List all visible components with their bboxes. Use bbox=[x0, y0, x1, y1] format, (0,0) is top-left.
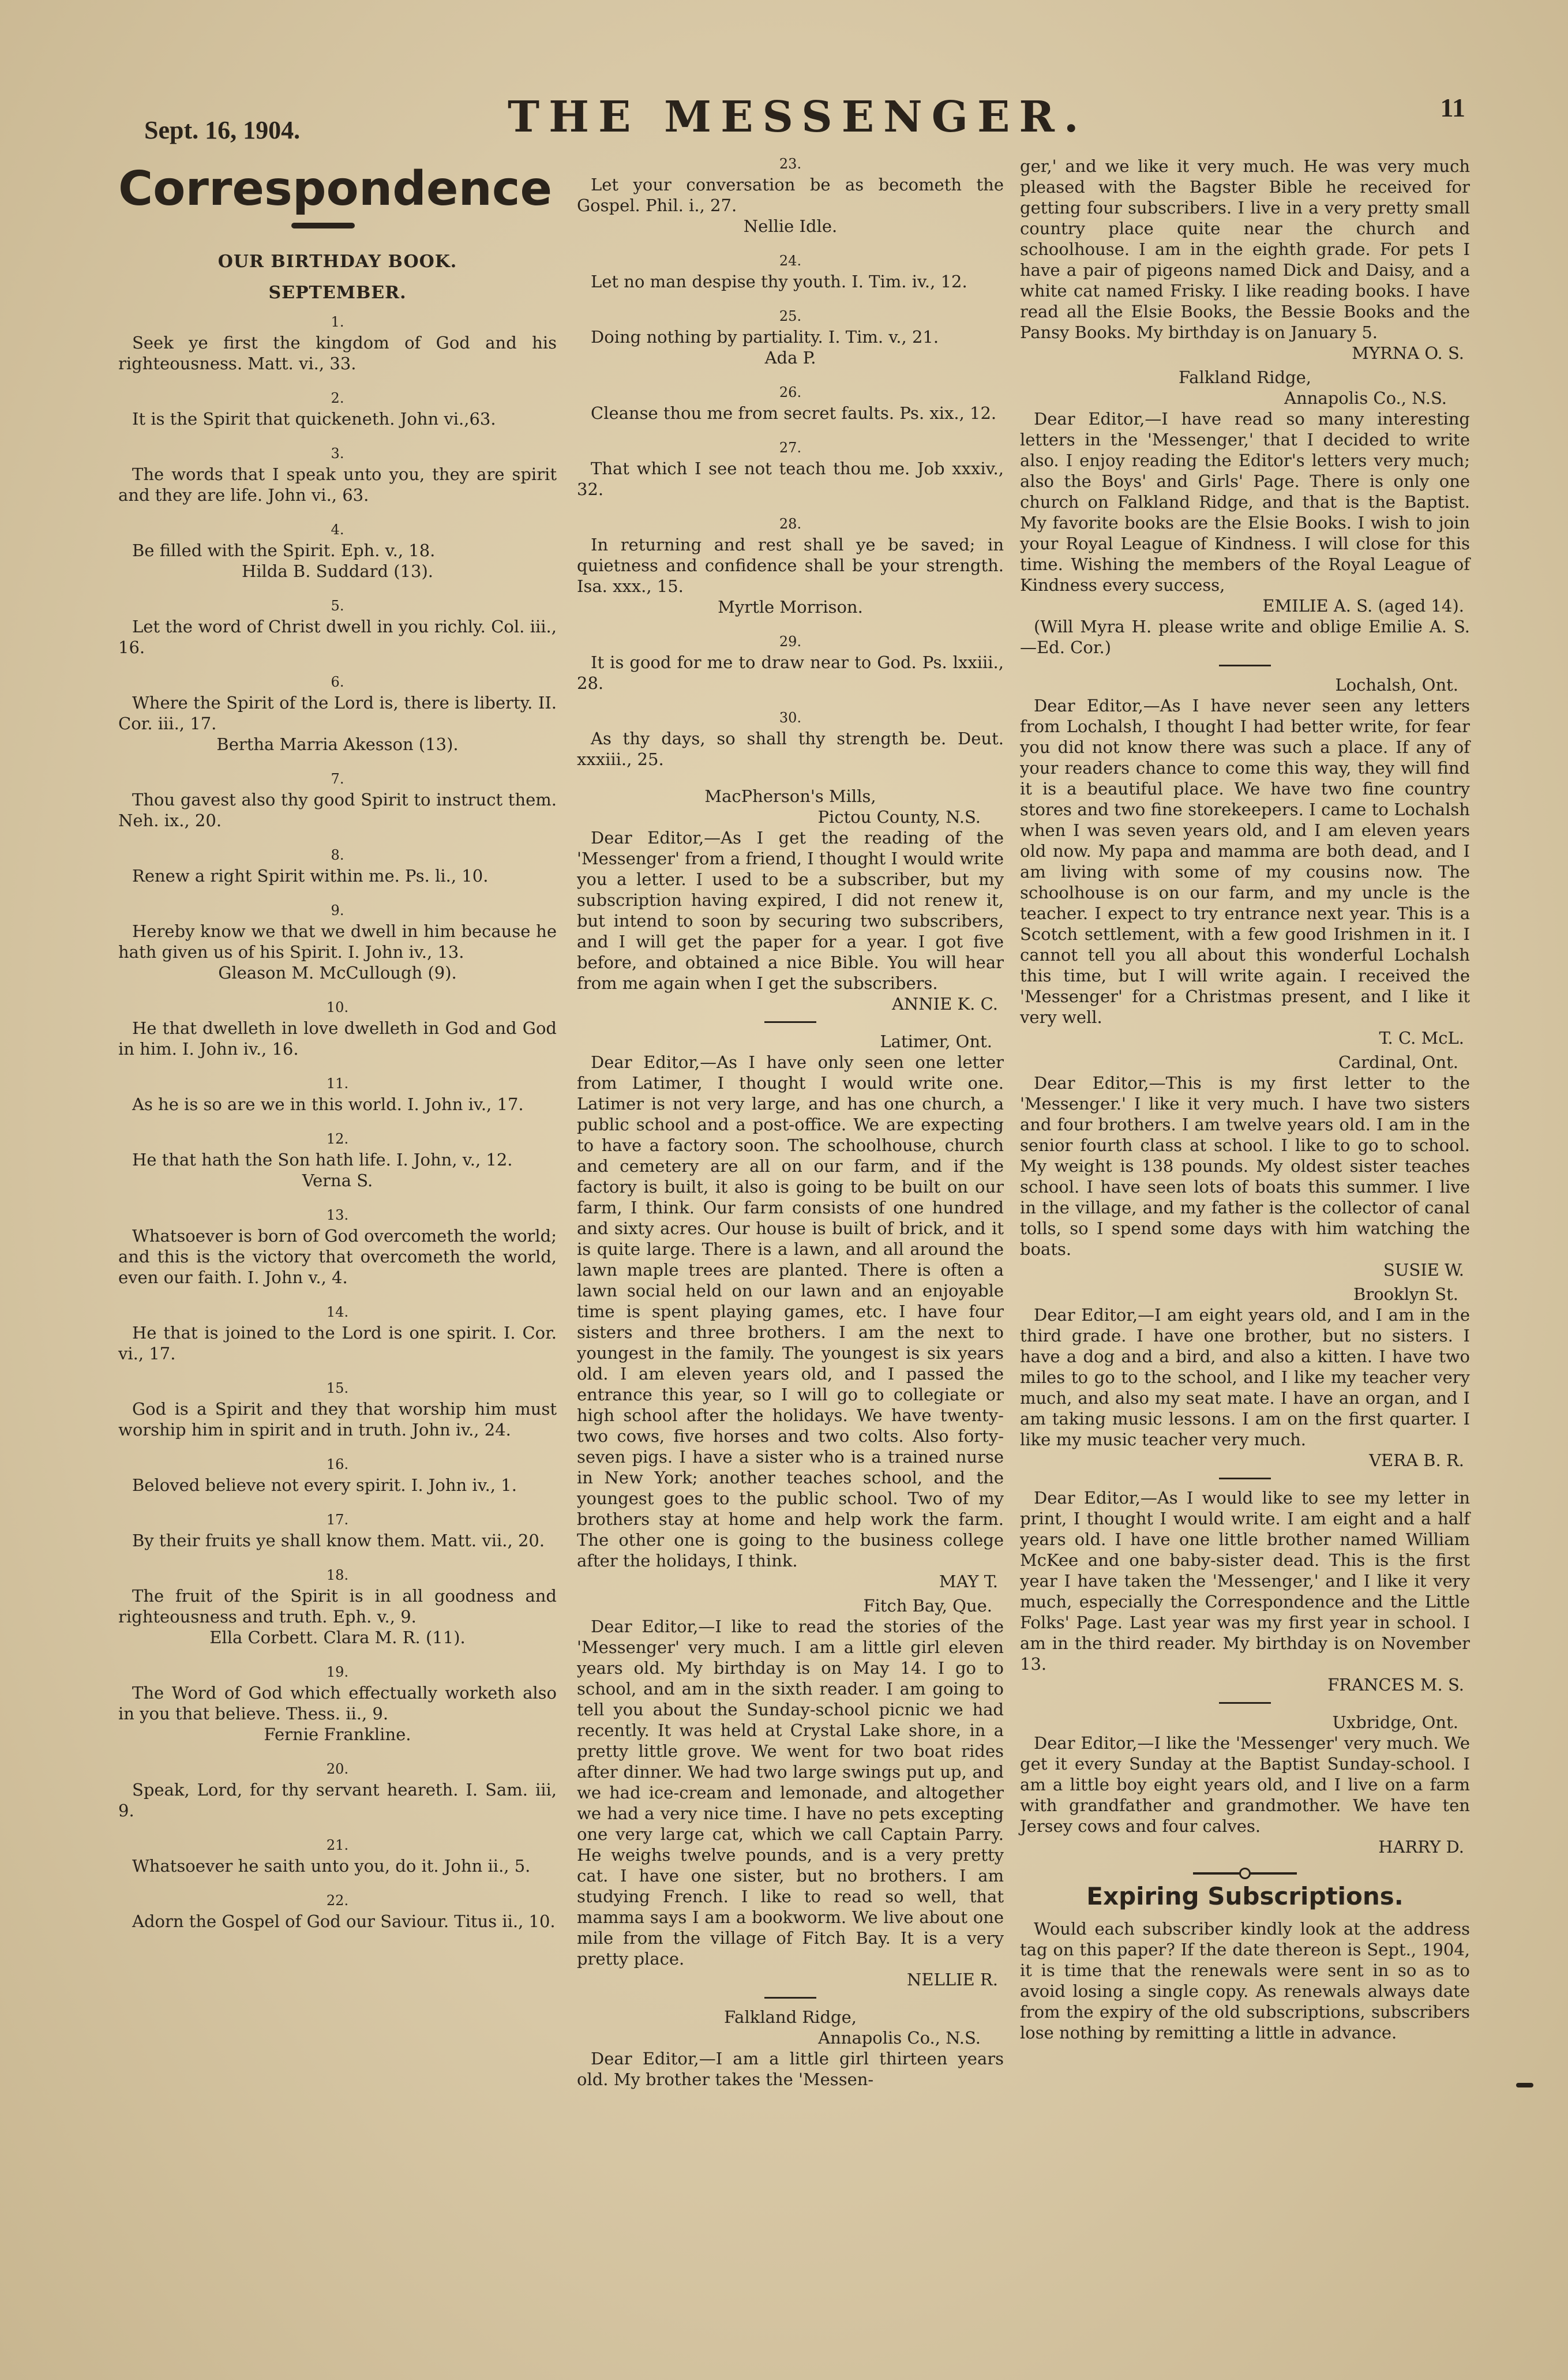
verse-entry bbox=[118, 1567, 557, 1648]
verse-day-number: 25. bbox=[779, 308, 802, 324]
letter-signature: MYRNA O. S. bbox=[1352, 343, 1464, 363]
verse-entry bbox=[118, 674, 557, 755]
verse-day-number: 26. bbox=[779, 384, 802, 400]
contributor-name: Fernie Frankline. bbox=[264, 1725, 411, 1744]
column-1 bbox=[118, 156, 557, 1948]
verse-entry bbox=[118, 1075, 557, 1115]
contributor-name: Bertha Marria Akesson (13). bbox=[216, 734, 459, 754]
verse-entry bbox=[577, 710, 1004, 770]
verse-entry bbox=[118, 771, 557, 831]
letter-body: Dear Editor,—As I have only seen one letter from Latimer, I thought I would write one. Latimer is not very large, and has one church, a public school and a post-office. We are expecting to have a factory soon. The schoolhouse, church and cemetery are all on our farm, and if the factory is built, it also is going to be built on our farm, I think. Our farm consists of one hundred and sixty acres. Our house is built of brick, and it is quite large. There is a lawn, and all around the lawn maple trees are planted. There is often a lawn social held on our lawn and an enjoyable time is spent playing games, etc. I have four sisters and three brothers. I am the next to youngest in the family. The youngest is six years old. I am eleven years old, and I passed the entrance this year, so I will go to collegiate or high school after the holidays. We have twenty-two cows, five horses and two colts. Also forty-seven pigs. I have a sister who is a trained nurse in New York; another teaches school, and the youngest goes to the public school. Two of my brothers stay at home and help work the farm. The other one is going to the business college after the holidays, I think. bbox=[577, 1052, 1004, 1571]
verse-text: Thou gavest also thy good Spirit to instruct them. Neh. ix., 20. bbox=[118, 790, 557, 830]
divider bbox=[1219, 1702, 1271, 1704]
letter-vera bbox=[1020, 1284, 1470, 1471]
verse-day-number: 10. bbox=[326, 999, 349, 1015]
page-number: 11 bbox=[1440, 93, 1465, 122]
verse-list bbox=[577, 156, 1004, 770]
issue-date: Sept. 16, 1904. bbox=[144, 116, 301, 144]
verse-day-number: 4. bbox=[331, 522, 344, 538]
verse-entry bbox=[118, 1892, 557, 1932]
letter-emilie bbox=[1020, 367, 1470, 658]
verse-text: As thy days, so shall thy strength be. Deut. xxxiii., 25. bbox=[577, 729, 1004, 769]
contributor-name: Hilda B. Suddard (13). bbox=[241, 561, 433, 581]
verse-day-number: 18. bbox=[326, 1567, 349, 1583]
verse-day-number: 23. bbox=[779, 156, 802, 172]
verse-day-number: 12. bbox=[326, 1131, 349, 1147]
divider bbox=[764, 1997, 816, 1999]
verse-text: Speak, Lord, for thy servant heareth. I. Sam. iii, 9. bbox=[118, 1780, 557, 1820]
letter-place: Uxbridge, Ont. bbox=[1332, 1712, 1458, 1732]
verse-entry bbox=[577, 156, 1004, 237]
letter-place: Fitch Bay, Que. bbox=[863, 1596, 992, 1616]
letter-place: Latimer, Ont. bbox=[880, 1032, 992, 1051]
letter-place: Cardinal, Ont. bbox=[1338, 1052, 1458, 1072]
letter-signature: EMILIE A. S. (aged 14). bbox=[1262, 596, 1464, 616]
letter-body: Dear Editor,—This is my first letter to the 'Messenger.' I like it very much. I have two sisters and four brothers. I am twelve years old. I am in the senior fourth class at school. I like to go to school. My weight is 138 pounds. My oldest sister teaches school. I have seen lots of boats this summer. I live in the village, and my father is the collector of canal tolls, so I spend some days with him watching the boats. bbox=[1020, 1073, 1470, 1259]
verse-text: Let the word of Christ dwell in you richly. Col. iii., 16. bbox=[118, 617, 557, 657]
contributor-name: Ada P. bbox=[764, 348, 816, 368]
verse-text: In returning and rest shall ye be saved; in quietness and confidence shall be your strength. Isa. xxx., 15. bbox=[577, 535, 1004, 596]
letter-place: Falkland Ridge, bbox=[1179, 368, 1311, 387]
expiring-title: Expiring Subscriptions. bbox=[1086, 1882, 1404, 1910]
verse-entry bbox=[577, 440, 1004, 500]
verse-day-number: 20. bbox=[326, 1761, 349, 1777]
verse-day-number: 7. bbox=[331, 771, 344, 787]
letter-signature: SUSIE W. bbox=[1383, 1260, 1464, 1280]
verse-entry bbox=[577, 634, 1004, 694]
letter-body: Dear Editor,—I am eight years old, and I am in the third grade. I have one brother, but no sisters. I have a dog and a bird, and also a kitten. I have two miles to go to the school, and I like my teacher very much, and also my seat mate. I have an organ, and I am taking music lessons. I am on the first quarter. I like my music teacher very much. bbox=[1020, 1305, 1470, 1449]
letter-signature: FRANCES M. S. bbox=[1327, 1675, 1464, 1695]
letter-harry bbox=[1020, 1712, 1470, 1857]
verse-day-number: 6. bbox=[331, 674, 344, 690]
verse-text: That which I see not teach thou me. Job xxxiv., 32. bbox=[577, 459, 1004, 499]
verse-day-number: 14. bbox=[326, 1304, 349, 1320]
verse-entry bbox=[118, 1131, 557, 1191]
verse-entry bbox=[577, 253, 1004, 292]
verse-day-number: 11. bbox=[326, 1075, 349, 1092]
verse-entry bbox=[577, 308, 1004, 368]
verse-day-number: 5. bbox=[331, 598, 344, 614]
verse-day-number: 16. bbox=[326, 1456, 349, 1472]
letter-body: Dear Editor,—I am a little girl thirteen years old. My brother takes the 'Messen- bbox=[577, 2049, 1004, 2089]
verse-day-number: 21. bbox=[326, 1837, 349, 1853]
verse-text: He that is joined to the Lord is one spirit. I. Cor. vi., 17. bbox=[118, 1323, 557, 1363]
verse-day-number: 9. bbox=[331, 902, 344, 919]
letter-body: Dear Editor,—I have read so many interesting letters in the 'Messenger,' that I decided to write also. I enjoy reading the Editor's letters very much; also the Boys' and Girls' Page. There is only one church on Falkland Ridge, and that is the Baptist. My favorite books are the Elsie Books. I wish to join your Royal League of Kindness. I will close for this time. Wishing the members of the Royal League of Kindness every success, bbox=[1020, 409, 1470, 595]
letter-place-sub: Pictou County, N.S. bbox=[817, 807, 981, 827]
verse-text: Beloved believe not every spirit. I. John iv., 1. bbox=[132, 1475, 517, 1495]
verse-entry bbox=[118, 1207, 557, 1288]
verse-text: He that hath the Son hath life. I. John, v., 12. bbox=[132, 1150, 513, 1170]
section-ornament bbox=[1193, 1872, 1297, 1875]
verse-text: It is good for me to draw near to God. Ps. lxxiii., 28. bbox=[577, 653, 1004, 693]
verse-text: Cleanse thou me from secret faults. Ps. xix., 12. bbox=[591, 403, 997, 423]
verse-text: Doing nothing by partiality. I. Tim. v., 21. bbox=[591, 327, 939, 347]
letter-signature: ANNIE K. C. bbox=[891, 994, 998, 1014]
letter-annie bbox=[577, 786, 1004, 1014]
column-2 bbox=[577, 156, 1004, 2093]
verse-entry bbox=[118, 598, 557, 658]
verse-text: He that dwelleth in love dwelleth in God and God in him. I. John iv., 16. bbox=[118, 1018, 557, 1059]
verse-entry bbox=[118, 1664, 557, 1745]
verse-text: Whatsoever is born of God overcometh the world; and this is the victory that overcometh the world, even our faith. I. John v., 4. bbox=[118, 1226, 557, 1287]
verse-entry bbox=[118, 1304, 557, 1364]
letter-myrna-cont bbox=[1020, 156, 1470, 363]
contributor-name: Nellie Idle. bbox=[743, 216, 838, 236]
contributor-name: Ella Corbett. Clara M. R. (11). bbox=[209, 1628, 466, 1647]
verse-entry bbox=[118, 1380, 557, 1440]
verse-entry bbox=[118, 1761, 557, 1821]
verse-text: Be filled with the Spirit. Eph. v., 18. bbox=[132, 541, 436, 560]
verse-day-number: 3. bbox=[331, 445, 344, 462]
verse-text: Hereby know we that we dwell in him because he hath given us of his Spirit. I. John iv., 13. bbox=[118, 921, 557, 962]
letter-body: ger,' and we like it very much. He was very much pleased with the Bagster Bible he received for getting four subscribers. I live in a very pretty small country place quite near the church and schoolhouse. I am in the eighth grade. For pets I have a pair of pigeons named Dick and Daisy, and a white cat named Frisky. I like reading books. I have read all the Elsie Books, the Bessie Books and the Pansy Books. My birthday is on January 5. bbox=[1020, 156, 1470, 342]
verse-day-number: 19. bbox=[326, 1664, 349, 1680]
letter-tc bbox=[1020, 674, 1470, 1048]
verse-text: The Word of God which effectually worketh also in you that believe. Thess. ii., 9. bbox=[118, 1683, 557, 1723]
letter-signature: NELLIE R. bbox=[907, 1970, 998, 1989]
verse-day-number: 2. bbox=[331, 390, 344, 406]
verse-text: Renew a right Spirit within me. Ps. li., 10. bbox=[132, 866, 489, 886]
verse-text: Let no man despise thy youth. I. Tim. iv., 12. bbox=[591, 272, 967, 291]
verse-entry bbox=[118, 314, 557, 374]
letter-signature: T. C. McL. bbox=[1379, 1028, 1464, 1048]
verse-text: Where the Spirit of the Lord is, there is liberty. II. Cor. iii., 17. bbox=[118, 693, 557, 733]
verse-entry bbox=[118, 390, 557, 429]
letter-place-sub: Annapolis Co., N.S. bbox=[1284, 388, 1447, 408]
verse-list bbox=[118, 314, 557, 1932]
letter-body: Dear Editor,—As I have never seen any letters from Lochalsh, I thought I had better write, for fear you did not know there was such a place. If any of your readers chance to come this way, they will find it is a beautiful place. We have two fine country stores and two fine storekeepers. I came to Lochalsh when I was seven years old, and I am eleven years old now. My papa and mamma are both dead, and I am living with some of my cousins now. The schoolhouse is on our farm, and my uncle is the teacher. I expect to try entrance next year. This is a Scotch settlement, with a few good Irishmen in it. I cannot tell you all about this wonderful Lochalsh this time, but I will write again. I received the 'Messenger' for a Christmas present, and I like it very well. bbox=[1020, 696, 1470, 1027]
verse-text: Adorn the Gospel of God our Saviour. Titus ii., 10. bbox=[132, 1912, 556, 1931]
letter-place: Falkland Ridge, bbox=[724, 2007, 857, 2027]
verse-entry bbox=[577, 516, 1004, 617]
verse-day-number: 1. bbox=[331, 314, 344, 330]
verse-text: As he is so are we in this world. I. John iv., 17. bbox=[132, 1095, 524, 1114]
verse-entry bbox=[577, 384, 1004, 423]
verse-day-number: 28. bbox=[779, 516, 802, 532]
verse-entry bbox=[118, 1512, 557, 1551]
month-heading: SEPTEMBER. bbox=[268, 283, 407, 303]
verse-entry bbox=[118, 999, 557, 1059]
verse-day-number: 15. bbox=[326, 1380, 349, 1396]
verse-day-number: 30. bbox=[779, 710, 802, 726]
verse-day-number: 24. bbox=[779, 253, 802, 269]
page-header bbox=[138, 81, 1465, 144]
verse-text: Let your conversation be as becometh the Gospel. Phil. i., 27. bbox=[577, 175, 1004, 215]
verse-entry bbox=[118, 902, 557, 983]
letter-signature: MAY T. bbox=[939, 1572, 998, 1591]
verse-day-number: 17. bbox=[326, 1512, 349, 1528]
verse-entry bbox=[118, 1837, 557, 1876]
letter-place-sub: Annapolis Co., N.S. bbox=[818, 2028, 981, 2048]
letter-body: Dear Editor,—I like to read the stories of the 'Messenger' very much. I am a little girl eleven years old. My birthday is on May 14. I go to school, and am in the sixth reader. I am going to tell you about the Sunday-school picnic we had recently. It was held at Crystal Lake shore, in a pretty little grove. We went for two boat rides after dinner. We had two large swings put up, and we had ice-cream and lemonade, and altogether we had a very nice time. I have no pets excepting one very large cat, which we call Captain Parry. He weighs twelve pounds, and is a very pretty cat. I have one sister, but no brothers. I am studying French. I like to read so well, that mamma says I am a bookworm. We live about one mile from the village of Fitch Bay. It is a very pretty place. bbox=[577, 1617, 1004, 1969]
divider bbox=[1219, 665, 1271, 666]
letter-place: Lochalsh, Ont. bbox=[1335, 675, 1458, 695]
contributor-name: Myrtle Morrison. bbox=[718, 597, 863, 617]
letter-susie bbox=[1020, 1052, 1470, 1280]
letter-signature: VERA B. R. bbox=[1369, 1451, 1464, 1470]
margin-mark bbox=[1516, 2083, 1533, 2087]
letter-body: Dear Editor,—As I get the reading of the 'Messenger' from a friend, I thought I would write you a letter. I used to be a subscriber, but my subscription having expired, I did not renew it, but intend to soon by securing two subscribers, and I will get the paper for a year. I got five before, and obtained a nice Bible. You will hear from me again when I get the subscribers. bbox=[577, 828, 1004, 993]
verse-day-number: 22. bbox=[326, 1892, 349, 1909]
verse-text: It is the Spirit that quickeneth. John vi.,63. bbox=[132, 409, 496, 429]
contributor-name: Verna S. bbox=[302, 1171, 373, 1190]
letter-signature: HARRY D. bbox=[1378, 1837, 1464, 1857]
verse-entry bbox=[118, 1456, 557, 1496]
contributor-name: Gleason M. McCullough (9). bbox=[218, 963, 457, 983]
letter-may bbox=[577, 1031, 1004, 1592]
letter-place: MacPherson's Mills, bbox=[704, 786, 876, 806]
verse-text: Seek ye first the kingdom of God and his righteousness. Matt. vi., 33. bbox=[118, 333, 557, 373]
verse-entry bbox=[118, 522, 557, 582]
title-ornament bbox=[291, 223, 355, 228]
verse-day-number: 29. bbox=[779, 634, 802, 650]
letter-frances bbox=[1020, 1487, 1470, 1695]
expiring-body: Would each subscriber kindly look at the address tag on this paper? If the date thereon is Sept., 1904, it is time that the renewals were sent in so as to avoid losing a single copy. As renewals always date from the expiry of the old subscriptions, subscribers lose nothing by remitting a little in advance. bbox=[1020, 1919, 1470, 2042]
verse-text: The words that I speak unto you, they are spirit and they are life. John vi., 63. bbox=[118, 464, 557, 505]
letter-myrna-start bbox=[577, 2007, 1004, 2090]
masthead-title: THE MESSENGER. bbox=[508, 92, 1088, 142]
editor-note: (Will Myra H. please write and oblige Emilie A. S.—Ed. Cor.) bbox=[1020, 617, 1470, 657]
letter-body: Dear Editor,—I like the 'Messenger' very much. We get it every Sunday at the Baptist Sunday-school. I am a little boy eight years old, and I live on a farm with grandfather and grandmother. We have ten Jersey cows and four calves. bbox=[1020, 1733, 1470, 1836]
verse-entry bbox=[118, 847, 557, 886]
section-title: Correspondence bbox=[118, 162, 553, 216]
verse-text: By their fruits ye shall know them. Matt. vii., 20. bbox=[132, 1531, 545, 1550]
letter-body: Dear Editor,—As I would like to see my letter in print, I thought I would write. I am eight and a half years old. I have one little brother named William McKee and one baby-sister dead. This is the first year I have taken the 'Messenger,' and I like it very much, especially the Correspondence and the Little Folks' Page. Last year was my first year in school. I am in the third reader. My birthday is on November 13. bbox=[1020, 1488, 1470, 1674]
verse-text: Whatsoever he saith unto you, do it. John ii., 5. bbox=[132, 1856, 531, 1876]
verse-day-number: 27. bbox=[779, 440, 802, 456]
divider bbox=[1219, 1478, 1271, 1479]
letter-place: Brooklyn St. bbox=[1353, 1284, 1458, 1304]
letter-nellie bbox=[577, 1595, 1004, 1990]
verse-entry bbox=[118, 445, 557, 505]
verse-day-number: 13. bbox=[326, 1207, 349, 1223]
column-3 bbox=[1020, 156, 1470, 2043]
divider bbox=[764, 1021, 816, 1023]
birthday-book-heading: OUR BIRTHDAY BOOK. bbox=[217, 252, 457, 272]
verse-day-number: 8. bbox=[331, 847, 344, 863]
verse-text: God is a Spirit and they that worship him must worship him in spirit and in truth. John iv., 24. bbox=[118, 1399, 557, 1440]
verse-text: The fruit of the Spirit is in all goodness and righteousness and truth. Eph. v., 9. bbox=[118, 1586, 557, 1626]
